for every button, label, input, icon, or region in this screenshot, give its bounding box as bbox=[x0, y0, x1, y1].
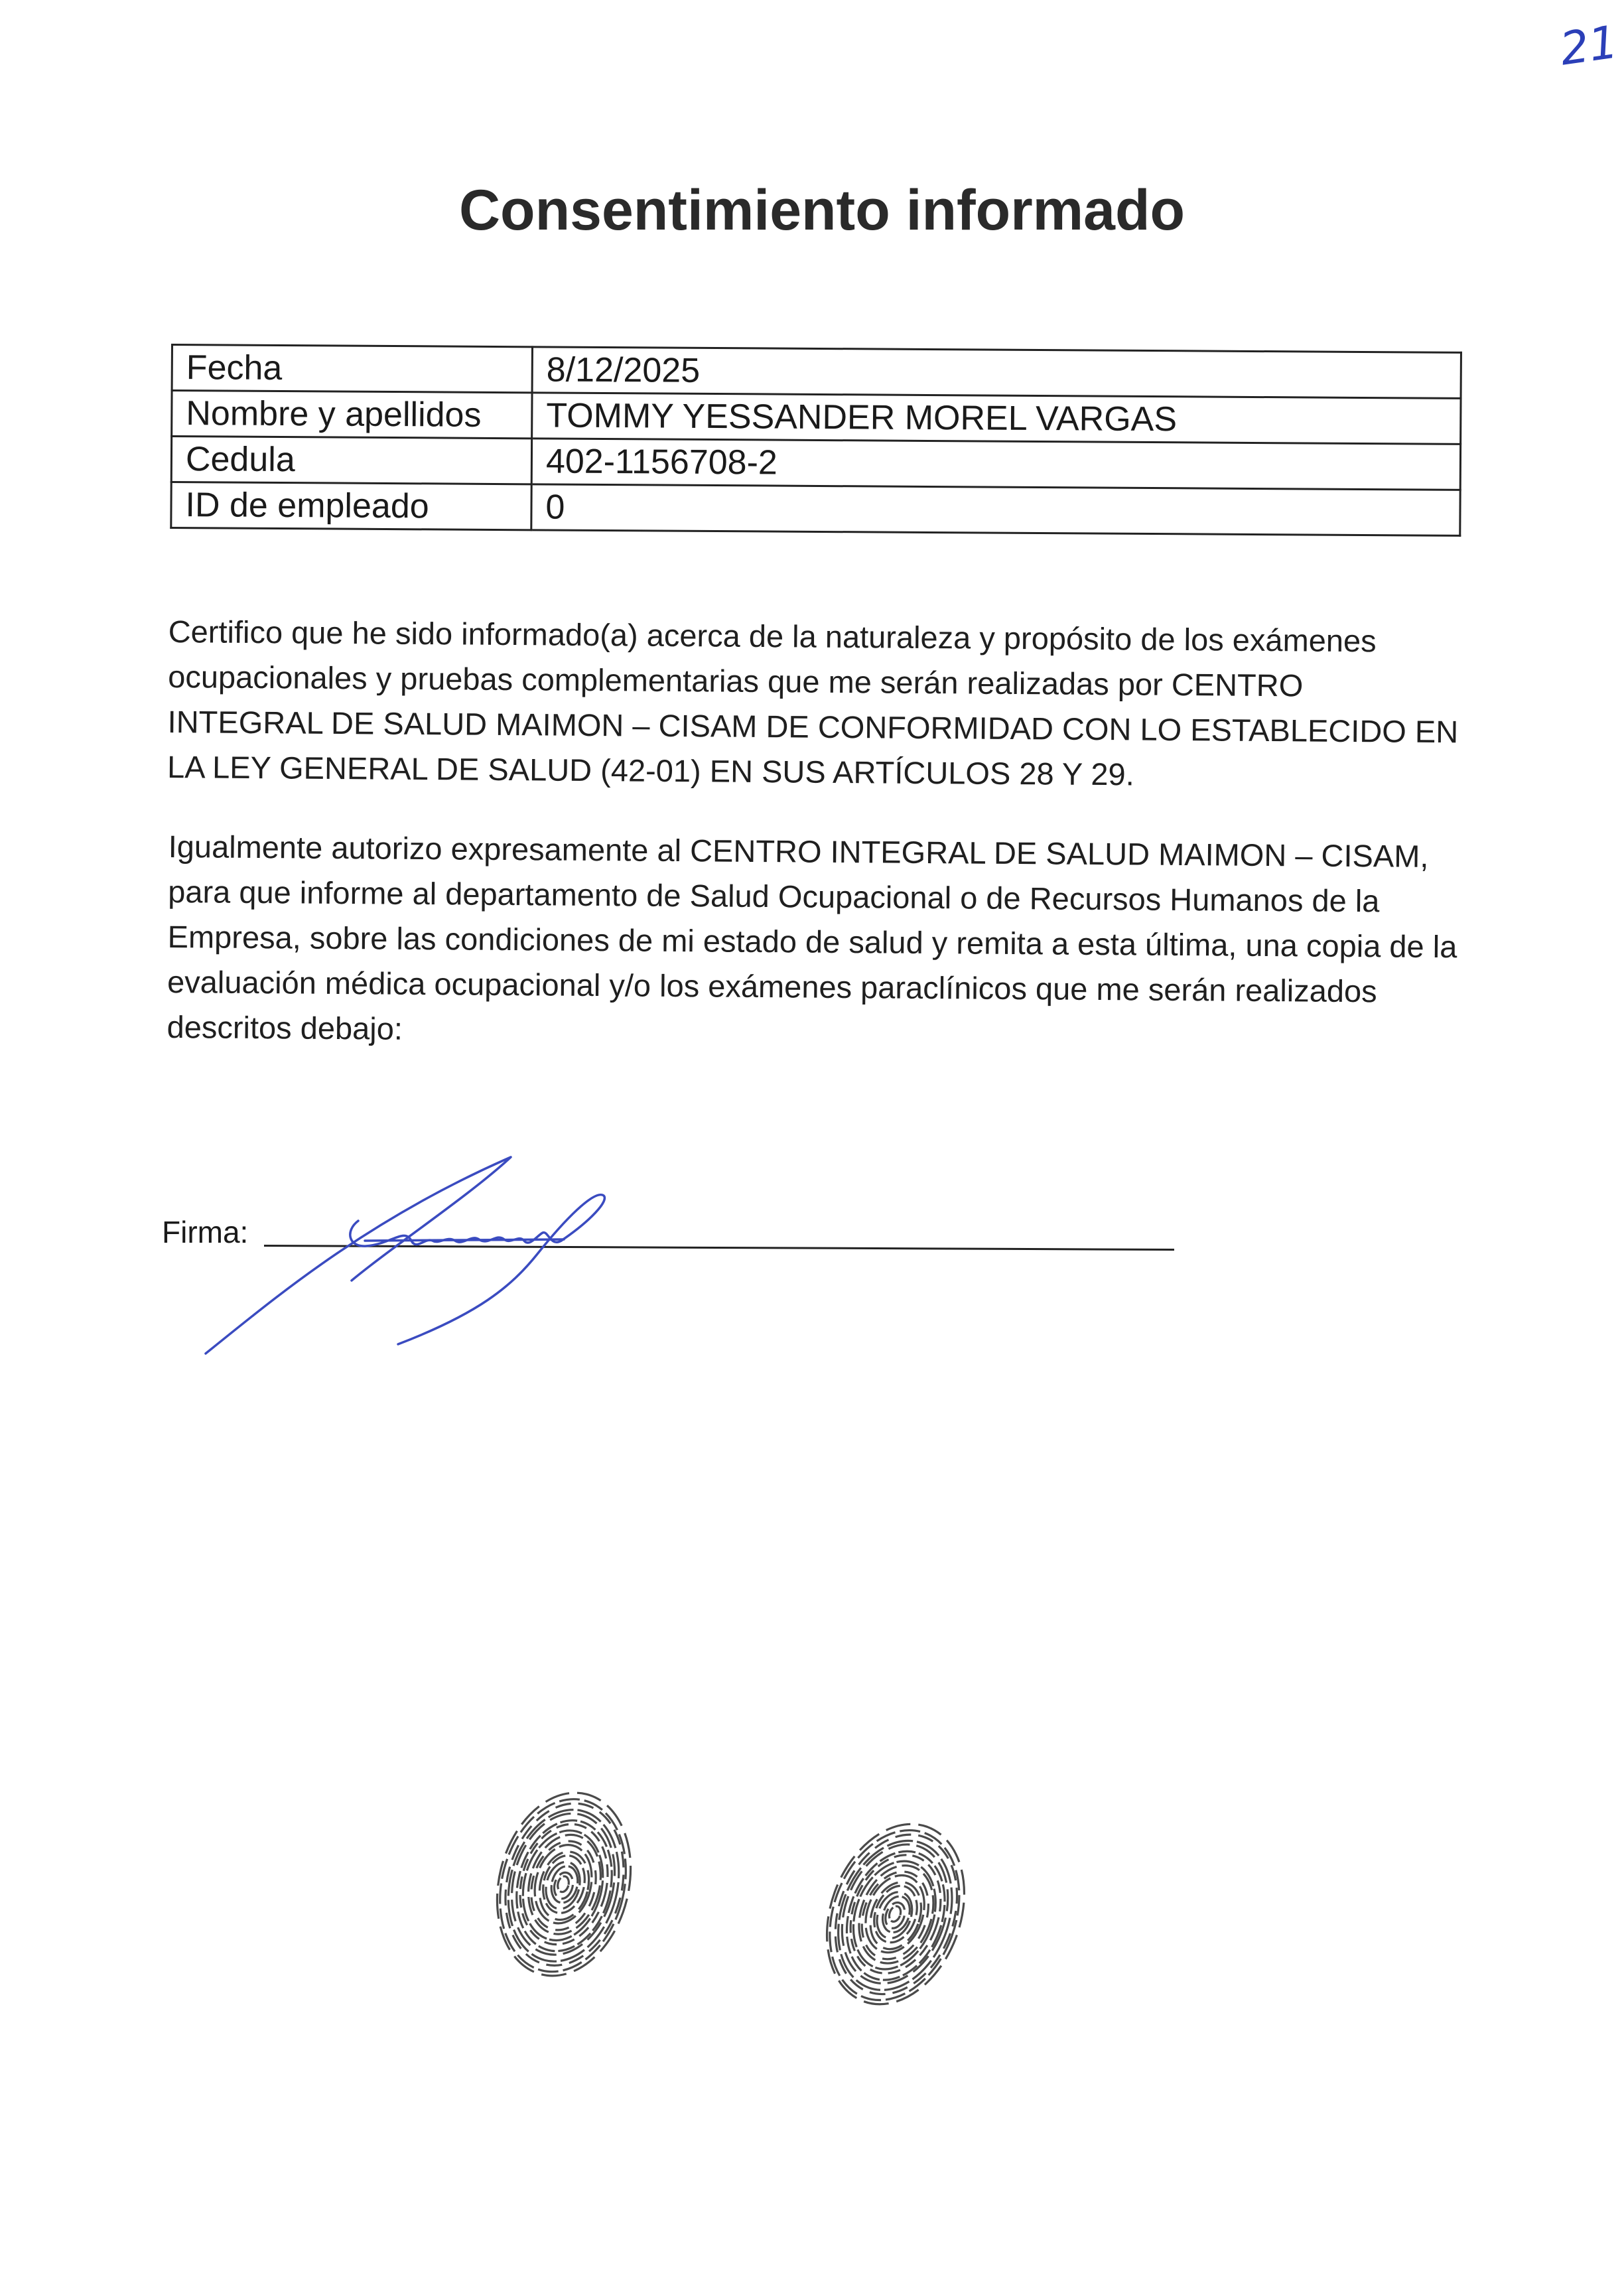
row-value-fecha: 8/12/2025 bbox=[532, 347, 1461, 399]
row-label-fecha: Fecha bbox=[172, 345, 532, 393]
fingerprint-ridge bbox=[556, 1875, 570, 1893]
page-number-handwritten: 21 bbox=[1556, 16, 1621, 76]
table-row bbox=[171, 437, 1460, 490]
row-value-id-empleado: 0 bbox=[531, 484, 1460, 536]
info-table bbox=[170, 344, 1462, 537]
fingerprint-ridge bbox=[839, 1850, 950, 1981]
table-row bbox=[171, 482, 1460, 536]
row-value-cedula: 402-1156708-2 bbox=[531, 439, 1460, 490]
fingerprint-left bbox=[491, 1785, 637, 1984]
signature-label: Firma: bbox=[162, 1215, 249, 1249]
certification-paragraph: Certifico que he sido informado(a) acerca de la naturaleza y propósito de los exámenes ocupacionales y pruebas complementarias que me serán realizadas por CENTRO INTEGRAL DE SALUD MAIMON – CISAM DE CONFORMIDAD CON LO ESTABLECIDO EN LA LEY GENERAL DE SALUD (42-01) EN SUS ARTÍCULOS 28 Y 29. bbox=[167, 613, 1459, 792]
handwritten-signature bbox=[192, 1148, 643, 1373]
fingerprint-ridge bbox=[887, 1905, 902, 1923]
row-label-cedula: Cedula bbox=[171, 437, 531, 484]
row-label-id-empleado: ID de empleado bbox=[171, 482, 531, 530]
authorization-paragraph: Igualmente autorizo expresamente al CENTRO INTEGRAL DE SALUD MAIMON – CISAM, para que informe al departamento de Salud Ocupacional o de Recursos Humanos de la Empresa, sobre las condiciones de mi estado de salud y remita a esta última, una copia de la evaluación médica ocupacional y/o los exámenes paraclínicos que me serán realizados descritos debajo: bbox=[167, 828, 1457, 1046]
fingerprint-right bbox=[823, 1811, 969, 2017]
table-row bbox=[172, 391, 1461, 445]
document-title: Consentimiento informado bbox=[458, 178, 1185, 242]
row-value-nombre: TOMMY YESSANDER MOREL VARGAS bbox=[532, 393, 1461, 445]
table-row bbox=[172, 345, 1461, 399]
row-label-nombre: Nombre y apellidos bbox=[172, 391, 532, 439]
